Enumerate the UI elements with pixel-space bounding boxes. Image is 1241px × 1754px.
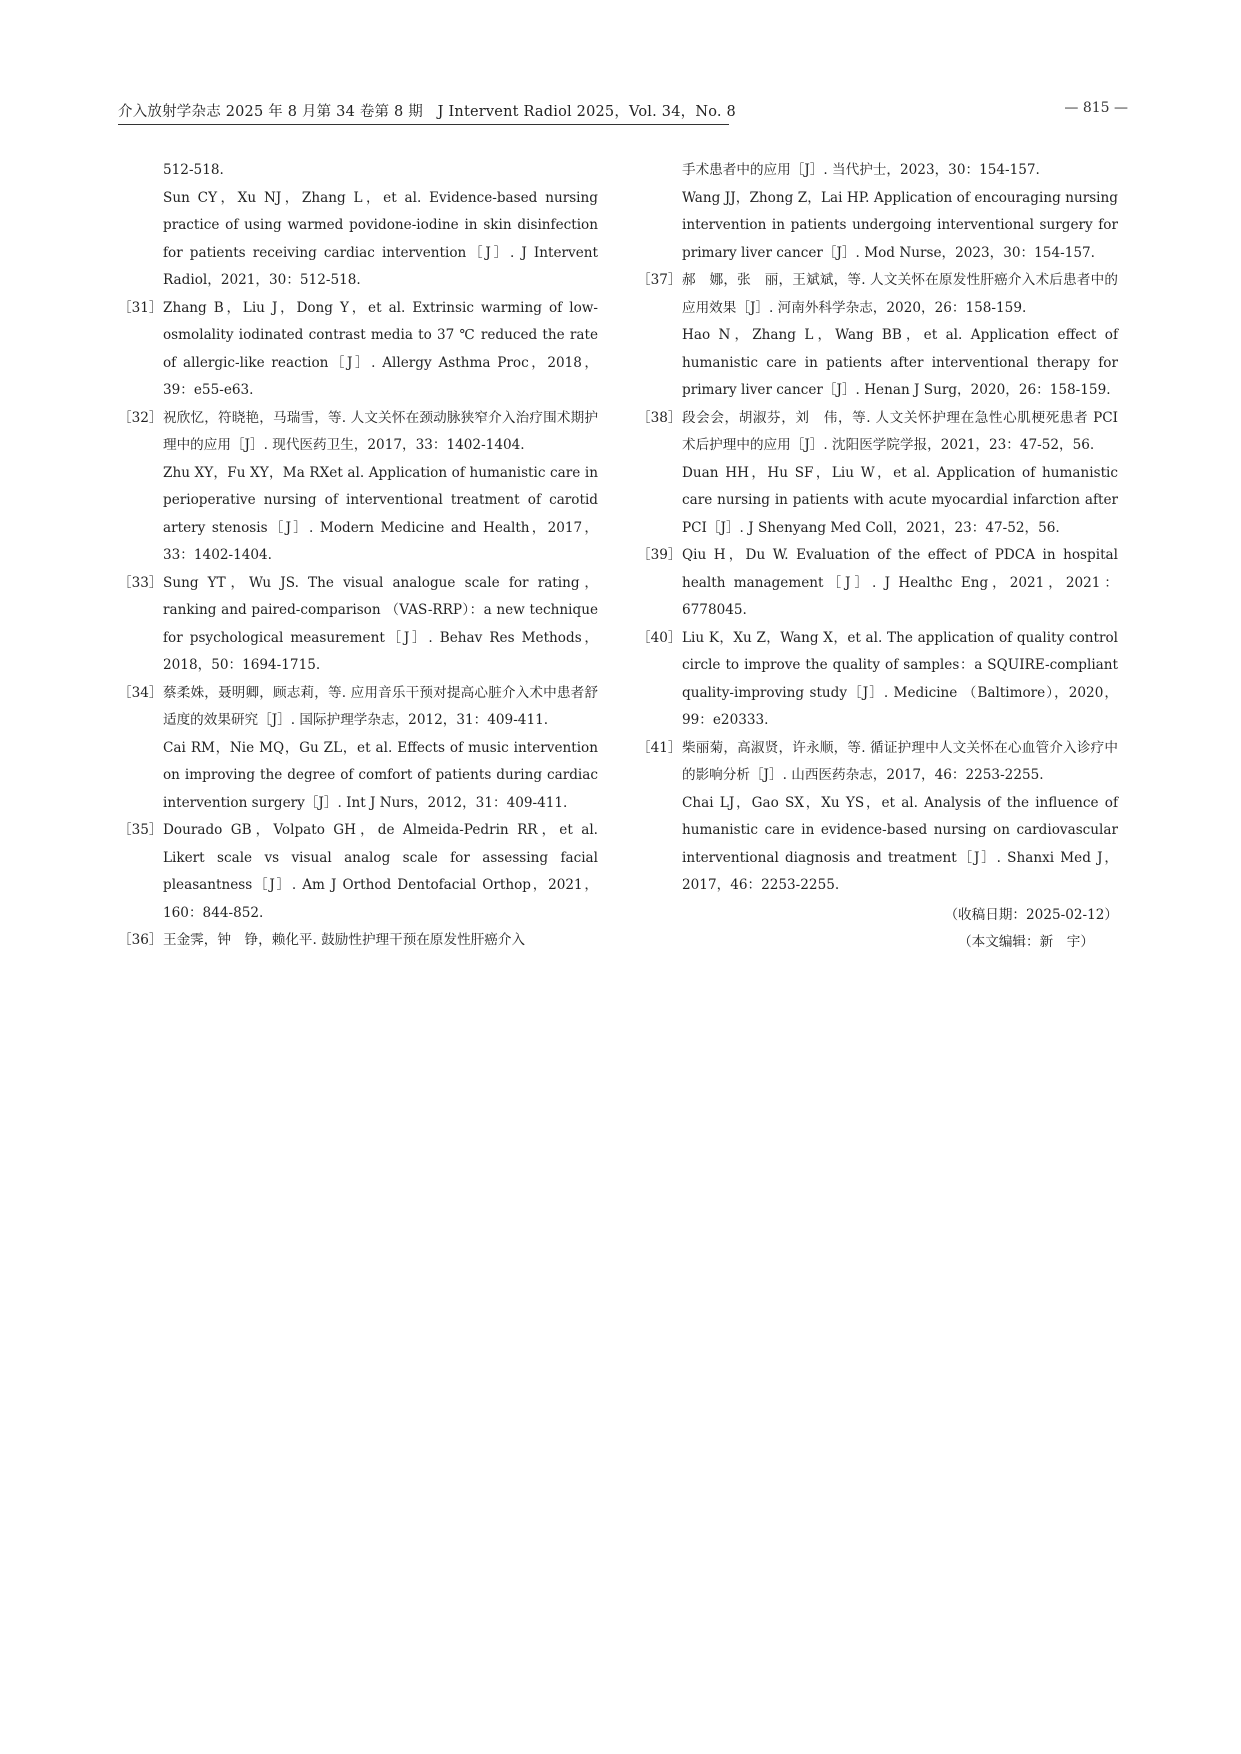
reference-number: ［36］ [118, 932, 163, 948]
reference-item [637, 157, 1118, 267]
reference-number: ［35］ [118, 822, 163, 838]
received-date: （收稿日期：2025-02-12） [944, 906, 1118, 923]
reference-item [118, 405, 598, 570]
reference-text: Cai RM，Nie MQ，Gu ZL，et al. Effects of music intervention on improving the degree of comfort of patients during cardiac intervention surgery［J］. Int J Nurs，2012，31：409-411. [163, 739, 598, 811]
reference-text: 512-518. [163, 162, 224, 178]
reference-text: Qiu H，Du W. Evaluation of the effect of PDCA in hospital health management［J］. J Healthc Eng，2021，2021：6778045. [682, 547, 1118, 618]
reference-text: Zhu XY，Fu XY，Ma RXet al. Application of humanistic care in perioperative nursing of interventional treatment of carotid artery stenosis［J］. Modern Medicine and Health，2017，33：1402-1404. [163, 464, 598, 563]
editor-credit: （本文编辑：新 宇） [958, 934, 1094, 950]
reference-number: ［31］ [118, 299, 163, 316]
journal-title: 介入放射学杂志 2025 年 8 月第 34 卷第 8 期 J Intervent Radiol 2025，Vol. 34，No. 8 [118, 104, 736, 120]
reference-text: Sung YT，Wu JS. The visual analogue scale for rating，ranking and paired-comparison （VAS-RRP）：a new technique for psychological measurement［J］. Behav Res Methods，2018，50：1694-1715. [163, 574, 598, 673]
reference-text: 蔡柔姝，聂明卿，顾志莉，等. 应用音乐干预对提高心脏介入术中患者舒适度的效果研究［J］. 国际护理学杂志，2012，31：409-411. [163, 684, 598, 728]
reference-item [118, 927, 598, 955]
reference-text: Zhang B，Liu J，Dong Y，et al. Extrinsic warming of low-osmolality iodinated contrast media to 37 ℃ reduced the rate of allergic-like reaction［J］. Allergy Asthma Proc，2018，39：e55-e63. [163, 299, 598, 398]
reference-item [118, 817, 598, 927]
reference-text: 段会会，胡淑芬，刘 伟，等. 人文关怀护理在急性心肌梗死患者 PCI 术后护理中的应用［J］. 沈阳医学院学报，2021，23：47-52，56. [682, 409, 1118, 453]
reference-item [637, 405, 1118, 543]
reference-item [118, 157, 598, 295]
reference-number: ［34］ [118, 684, 163, 701]
reference-text: Sun CY，Xu NJ，Zhang L，et al. Evidence-based nursing practice of using warmed povidone-iodine in skin disinfection for patients receiving cardiac intervention［J］. J Intervent Radiol，2021，30：512-518. [163, 189, 598, 288]
header-rule [118, 124, 729, 125]
reference-number: ［39］ [637, 547, 682, 563]
reference-number: ［38］ [637, 409, 682, 426]
reference-number: ［41］ [637, 739, 682, 756]
reference-item [637, 735, 1118, 900]
reference-text: Dourado GB，Volpato GH，de Almeida-Pedrin RR，et al. Likert scale vs visual analog scale for assessing facial pleasantness［J］. Am J Orthod Dentofacial Orthop，2021，160：844-852. [163, 822, 598, 921]
reference-item [118, 295, 598, 405]
reference-item [118, 680, 598, 818]
reference-number: ［33］ [118, 574, 163, 591]
reference-text: 祝欣忆，符晓艳，马瑞雪，等. 人文关怀在颈动脉狭窄介入治疗围术期护理中的应用［J］. 现代医药卫生，2017，33：1402-1404. [163, 409, 598, 453]
reference-number: ［37］ [637, 272, 682, 288]
reference-text: 郝 娜，张 丽，王斌斌，等. 人文关怀在原发性肝癌介入术后患者中的应用效果［J］. 河南外科学杂志，2020，26：158-159. [682, 272, 1118, 316]
reference-text: Duan HH，Hu SF，Liu W，et al. Application of humanistic care nursing in patients with acute myocardial infarction after PCI［J］. J Shenyang Med Coll，2021，23：47-52，56. [682, 464, 1118, 536]
reference-item [637, 625, 1118, 735]
article-endnotes [637, 902, 1118, 957]
reference-text: Wang JJ，Zhong Z，Lai HP. Application of encouraging nursing intervention in patients undergoing interventional surgery for primary liver cancer［J］. Mod Nurse，2023，30：154-157. [682, 189, 1118, 261]
reference-item [637, 542, 1118, 625]
reference-number: ［40］ [637, 629, 682, 646]
left-column [118, 157, 598, 955]
right-column [637, 157, 1118, 957]
running-header [118, 100, 1128, 130]
reference-item [637, 267, 1118, 405]
reference-text: Liu K，Xu Z，Wang X，et al. The application of quality control circle to improve the quality of samples：a SQUIRE-compliant quality-improving study［J］. Medicine （Baltimore），2020，99：e20333. [682, 629, 1118, 728]
reference-text: Chai LJ，Gao SX，Xu YS，et al. Analysis of the influence of humanistic care in evidence-based nursing on cardiovascular interventional diagnosis and treatment［J］. Shanxi Med J，2017，46：2253-2255. [682, 794, 1118, 893]
reference-text: 手术患者中的应用［J］. 当代护士，2023，30：154-157. [682, 162, 1040, 178]
reference-text: 王金霁，钟 铮，赖化平. 鼓励性护理干预在原发性肝癌介入 [163, 932, 526, 948]
reference-number: ［32］ [118, 409, 163, 426]
page-number: — 815 — [1064, 100, 1128, 116]
reference-text: Hao N，Zhang L，Wang BB，et al. Application effect of humanistic care in patients after interventional therapy for primary liver cancer［J］. Henan J Surg，2020，26：158-159. [682, 327, 1118, 398]
reference-text: 柴丽菊，高淑贤，许永顺，等. 循证护理中人文关怀在心血管介入诊疗中的影响分析［J］. 山西医药杂志，2017，46：2253-2255. [682, 739, 1118, 783]
reference-item [118, 570, 598, 680]
